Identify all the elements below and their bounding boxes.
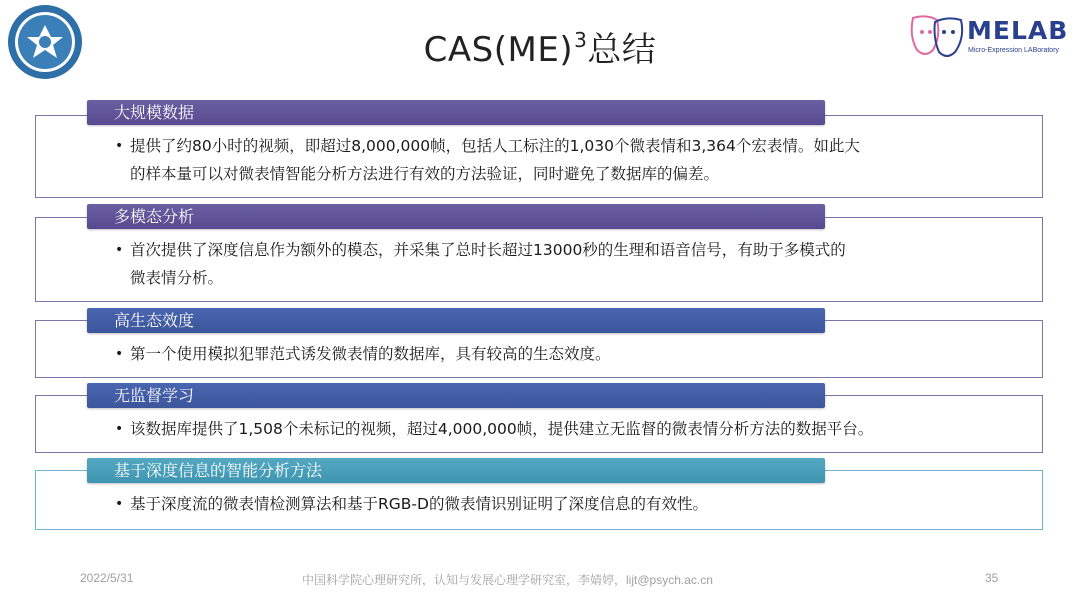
bullet: • bbox=[115, 496, 124, 512]
section-large-scale-data bbox=[35, 100, 1043, 200]
section-unsupervised-learning bbox=[35, 383, 1043, 455]
section-multimodal bbox=[35, 204, 1043, 304]
section-label: 基于深度信息的智能分析方法 bbox=[87, 458, 825, 483]
section-text-line: 该数据库提供了1,508个未标记的视频，超过4,000,000帧，提供建立无监督的微表情分析方法的数据平台。 bbox=[130, 420, 874, 438]
section-label: 高生态效度 bbox=[87, 308, 825, 333]
section-text-line: 的样本量可以对微表情智能分析方法进行有效的方法验证，同时避免了数据库的偏差。 bbox=[130, 165, 720, 183]
bullet: • bbox=[115, 138, 124, 154]
section-text-line: 基于深度流的微表情检测算法和基于RGB-D的微表情识别证明了深度信息的有效性。 bbox=[130, 495, 708, 513]
bullet: • bbox=[115, 421, 124, 437]
bullet: • bbox=[115, 242, 124, 258]
section-label: 多模态分析 bbox=[87, 204, 825, 229]
section-depth-analysis bbox=[35, 458, 1043, 532]
page-title: CAS(ME)$^3$总结 bbox=[423, 28, 657, 70]
melab-logo: MELAB Micro-Expression LABoratory bbox=[907, 14, 1072, 64]
footer-institution: 中国科学院心理研究所，认知与发展心理学研究室，李婧婷，lijt@psych.ac.cn bbox=[302, 573, 713, 587]
section-text-line: 第一个使用模拟犯罪范式诱发微表情的数据库，具有较高的生态效度。 bbox=[130, 345, 611, 363]
section-text-line: 微表情分析。 bbox=[130, 269, 224, 287]
section-label: 无监督学习 bbox=[87, 383, 825, 408]
section-text-line: 提供了约80小时的视频，即超过8,000,000帧，包括人工标注的1,030个微表情和3,364个宏表情。如此大 bbox=[130, 137, 860, 155]
masks-icon bbox=[907, 14, 965, 62]
bullet: • bbox=[115, 346, 124, 362]
section-label: 大规模数据 bbox=[87, 100, 825, 125]
section-text-line: 首次提供了深度信息作为额外的模态，并采集了总时长超过13000秒的生理和语音信号，有助于多模式的 bbox=[130, 241, 846, 259]
page-number: 35 bbox=[985, 571, 999, 585]
section-ecological-validity bbox=[35, 308, 1043, 380]
footer-date: 2022/5/31 bbox=[80, 571, 134, 585]
